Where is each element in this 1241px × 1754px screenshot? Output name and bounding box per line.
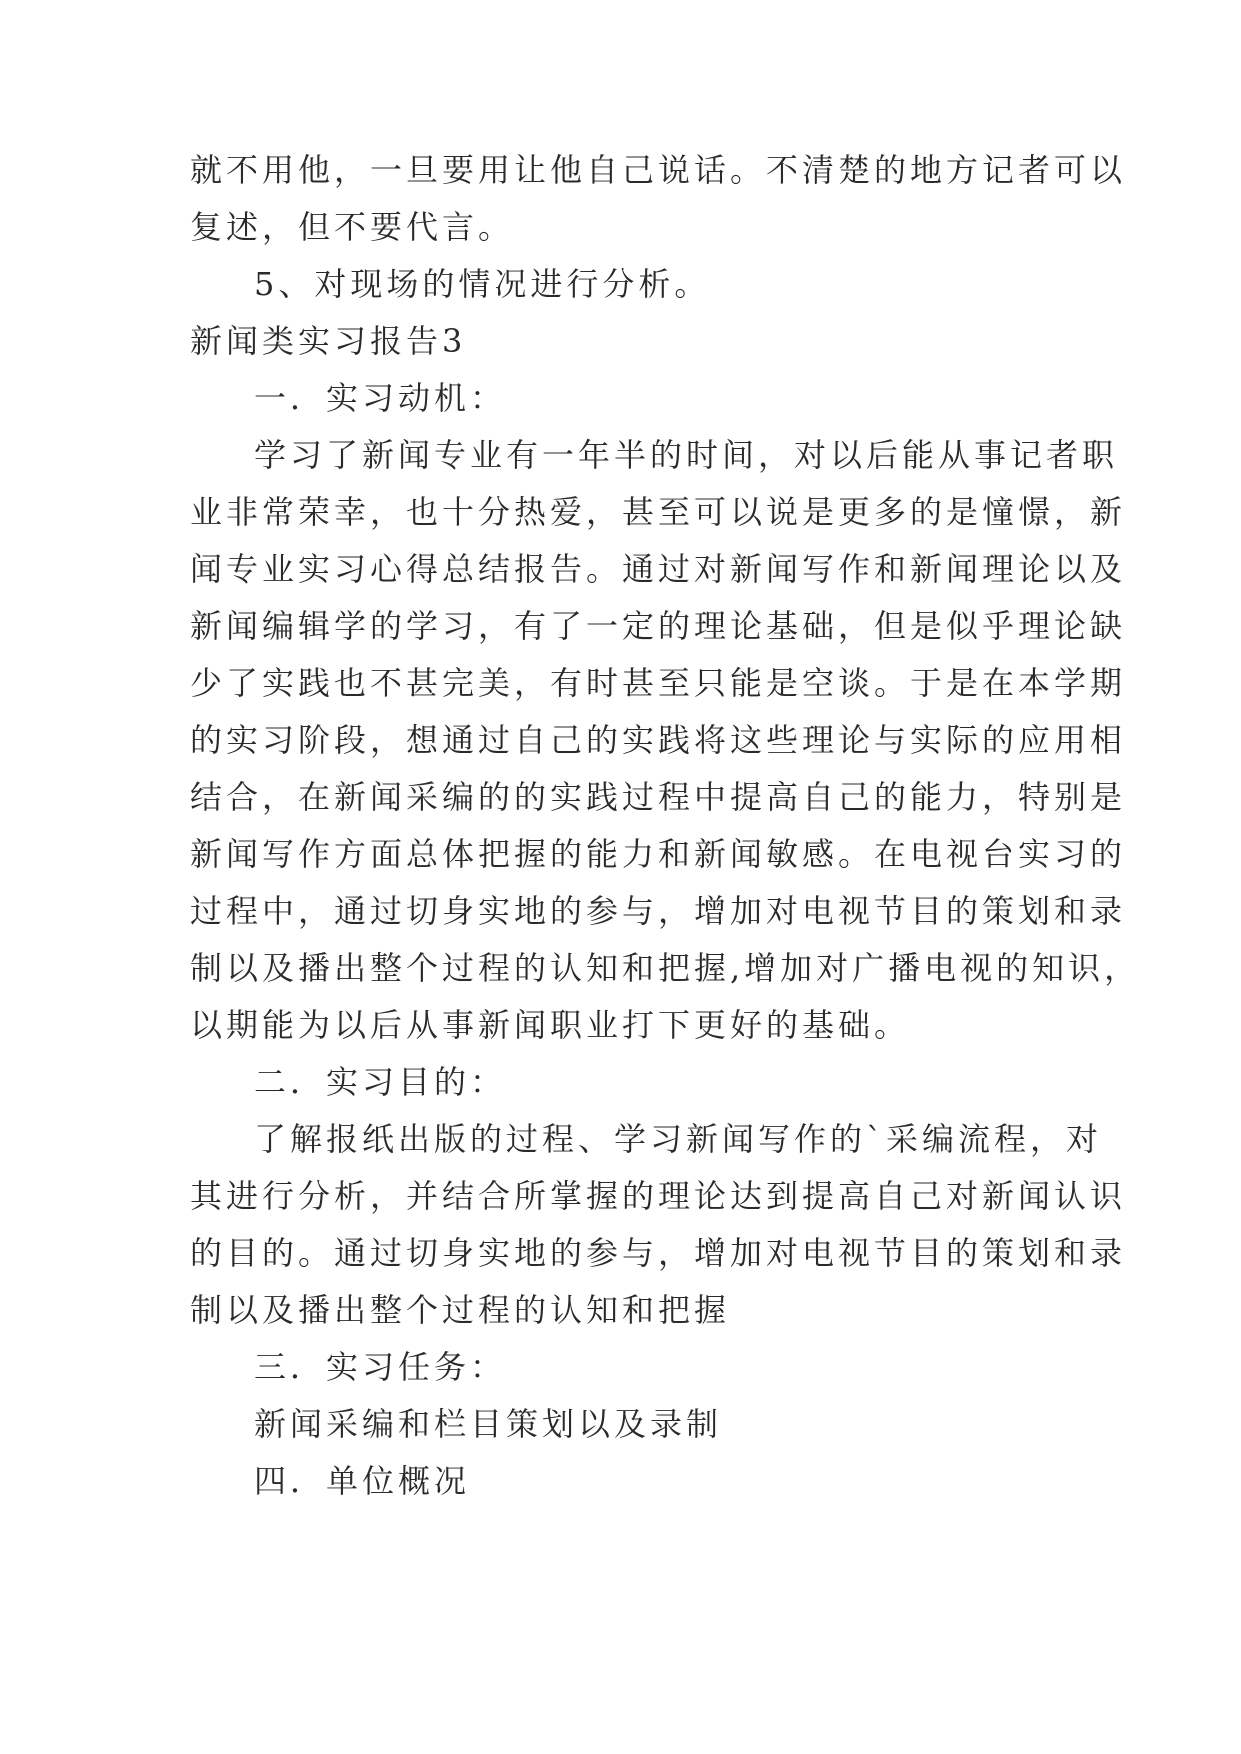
heading-motivation: 一．实习动机： (254, 379, 507, 417)
section-title: 新闻类实习报告3 (190, 322, 467, 360)
paragraph-line: 的目的。通过切身实地的参与，增加对电视节目的策划和录 (190, 1234, 1127, 1272)
heading-unit-overview: 四．单位概况 (254, 1462, 471, 1500)
paragraph-line: 闻专业实习心得总结报告。通过对新闻写作和新闻理论以及 (190, 550, 1127, 588)
paragraph-line: 结合，在新闻采编的的实践过程中提高自己的能力，特别是 (190, 778, 1127, 816)
paragraph-line: 业非常荣幸，也十分热爱，甚至可以说是更多的是憧憬，新 (190, 493, 1127, 531)
paragraph-line: 制以及播出整个过程的认知和把握 (190, 1291, 731, 1329)
paragraph-line: 少了实践也不甚完美，有时甚至只能是空谈。于是在本学期 (190, 664, 1127, 702)
paragraph-line: 其进行分析，并结合所掌握的理论达到提高自己对新闻认识 (190, 1177, 1127, 1215)
paragraph-line: 新闻采编和栏目策划以及录制 (254, 1405, 723, 1443)
paragraph-line: 制以及播出整个过程的认知和把握,增加对广播电视的知识， (190, 949, 1141, 987)
paragraph-line: 新闻写作方面总体把握的能力和新闻敏感。在电视台实习的 (190, 835, 1127, 873)
paragraph-line: 以期能为以后从事新闻职业打下更好的基础。 (190, 1006, 911, 1044)
paragraph-line: 就不用他，一旦要用让他自己说话。不清楚的地方记者可以 (190, 151, 1127, 189)
heading-purpose: 二．实习目的： (254, 1063, 507, 1101)
paragraph-line: 新闻编辑学的学习，有了一定的理论基础，但是似乎理论缺 (190, 607, 1127, 645)
paragraph-line: 了解报纸出版的过程、学习新闻写作的`采编流程，对 (254, 1120, 1103, 1158)
paragraph-line: 学习了新闻专业有一年半的时间，对以后能从事记者职 (254, 436, 1119, 474)
paragraph-line: 的实习阶段，想通过自己的实践将这些理论与实际的应用相 (190, 721, 1127, 759)
list-item-line: 5、对现场的情况进行分析。 (254, 265, 711, 303)
heading-tasks: 三．实习任务： (254, 1348, 507, 1386)
paragraph-line: 过程中，通过切身实地的参与，增加对电视节目的策划和录 (190, 892, 1127, 930)
paragraph-line: 复述，但不要代言。 (190, 208, 515, 246)
